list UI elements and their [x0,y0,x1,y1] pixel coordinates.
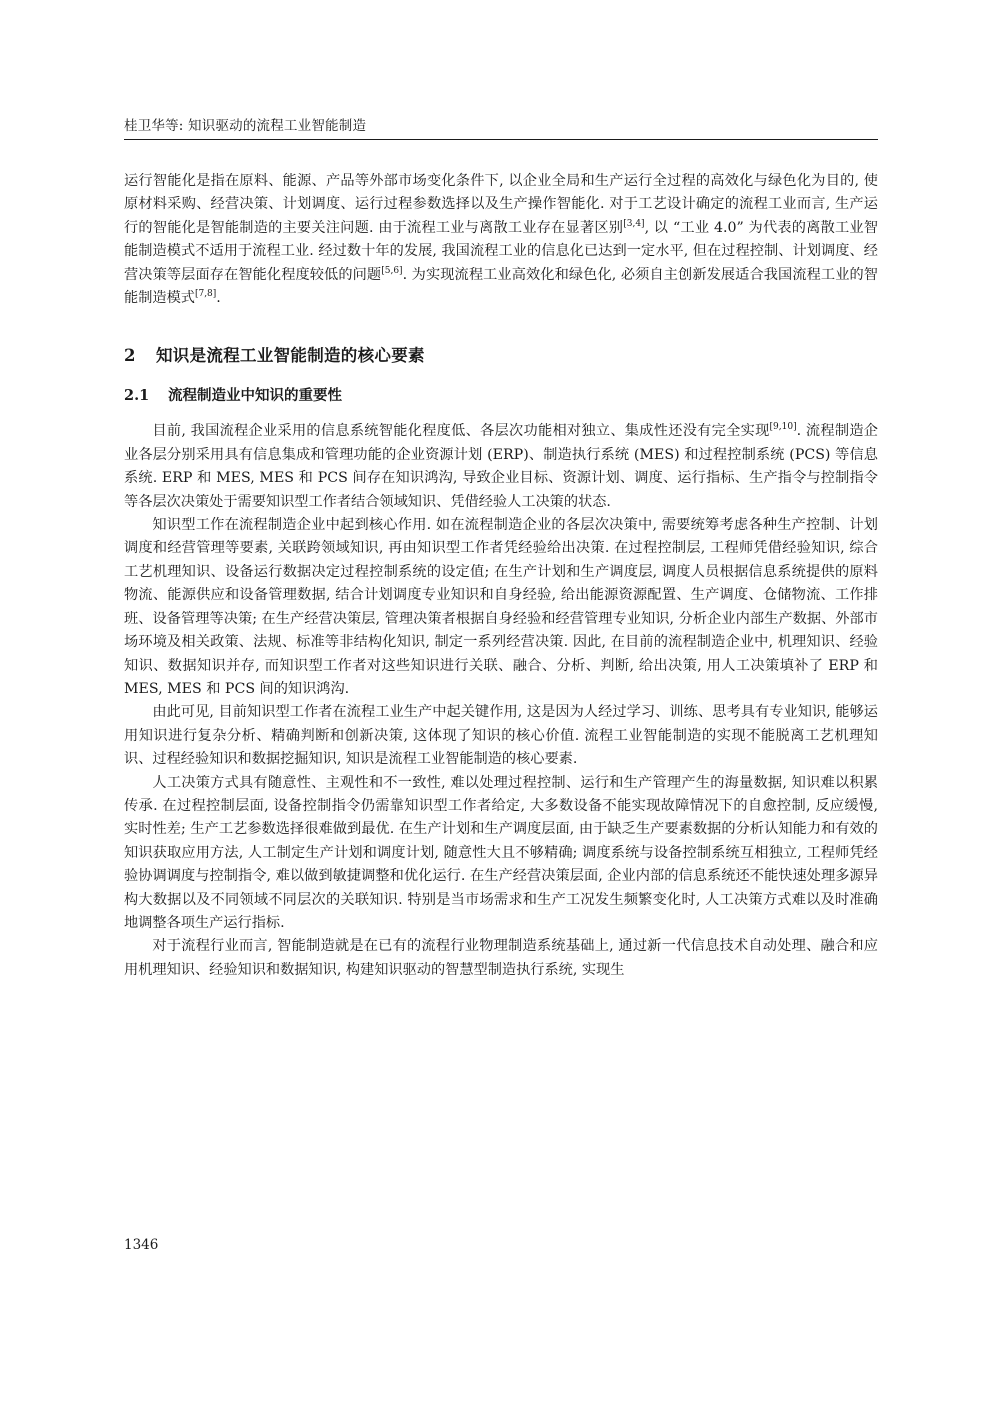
paragraph-intro [124,170,878,310]
subsection-number: 2.1 [124,387,150,405]
subsection-heading [124,385,878,407]
section-number: 2 [124,346,136,366]
section-heading [124,343,878,369]
text-run: 运行智能化是指在原料、能源、产品等外部市场变化条件下, 以企业全局和生产运行全过程的高效化与绿色化为目的, 使原材料采购、经营决策、计划调度、运行过程参数选择以及生产操作智能化. 对于工艺设计确定的流程工业而言, 生产运行的智能化是智能制造的主要关注问题. 由于流程工业与离散工业存在显著区别 [124,173,878,236]
body-text [124,170,878,982]
paragraph: 由此可见, 目前知识型工作者在流程工业生产中起关键作用, 这是因为人经过学习、训练、思考具有专业知识, 能够运用知识进行复杂分析、精确判断和创新决策, 这体现了知识的核心价值. 流程工业智能制造的实现不能脱离工艺机理知识、过程经验知识和数据挖掘知识, 知识是流程工业智能制造的核心要素. [124,704,878,768]
page-number: 1346 [124,1237,159,1253]
text-run: . 流程制造企业各层分别采用具有信息集成和管理功能的企业资源计划 (ERP)、制造执行系统 (MES) 和过程控制系统 (PCS) 等信息系统. ERP 和 MES, MES 和 PCS 间存在知识鸿沟, 导致企业目标、资源计划、调度、运行指标、生产指令与控制指令等各层次决策处于需要知识型工作者结合领域知识、凭借经验人工决策的状态. [124,423,878,510]
text-run: . [216,290,221,307]
page-content [124,116,878,982]
paragraph: 对于流程行业而言, 智能制造就是在已有的流程行业物理制造系统基础上, 通过新一代信息技术自动处理、融合和应用机理知识、经验知识和数据知识, 构建知识驱动的智慧型制造执行系统, 实现生 [124,938,878,978]
citation[interactable]: [7,8] [194,289,217,300]
paragraph [124,420,878,514]
subsection-title: 流程制造业中知识的重要性 [168,387,342,405]
citation[interactable]: [9,10] [769,422,797,433]
text-run: , 以 “工业 4.0” 为代表的离散工业智能制造模式不适用于流程工业. 经过数十年的发展, 我国流程工业的信息化已达到一定水平, 但在过程控制、计划调度、经营决策等层面存在智能化程度较低的问题 [124,219,879,283]
section-title: 知识是流程工业智能制造的核心要素 [156,346,425,366]
citation[interactable]: [5,6] [381,265,403,276]
paragraph: 知识型工作在流程制造企业中起到核心作用. 如在流程制造企业的各层次决策中, 需要统筹考虑各种生产控制、计划调度和经营管理等要素, 关联跨领域知识, 再由知识型工作者凭经验给出决策. 在过程控制层, 工程师凭借经验知识, 综合工艺机理知识、设备运行数据决定过程控制系统的设定值; 在生产计划和生产调度层, 调度人员根据信息系统提供的原料物流、能源供应和设备管理数据, 结合计划调度专业知识和自身经验, 给出能源资源配置、生产调度、仓储物流、工作排班、设备管理等决策; 在生产经营决策层, 管理决策者根据自身经验和经营管理专业知识, 分析企业内部生产数据、外部市场环境及相关政策、法规、标准等非结构化知识, 制定一系列经营决策. 因此, 在目前的流程制造企业中, 机理知识、经验知识、数据知识并存, 而知识型工作者对这些知识进行关联、融合、分析、判断, 给出决策, 用人工决策填补了 ERP 和 MES, MES 和 PCS 间的知识鸿沟. [124,517,878,697]
text-run: 目前, 我国流程企业采用的信息系统智能化程度低、各层次功能相对独立、集成性还没有完全实现 [152,423,770,440]
citation[interactable]: [3,4] [623,218,645,229]
text-run: . 为实现流程工业高效化和绿色化, 必须自主创新发展适合我国流程工业的智能制造模式 [124,266,878,307]
running-head: 桂卫华等: 知识驱动的流程工业智能制造 [124,116,878,140]
paragraph: 人工决策方式具有随意性、主观性和不一致性, 难以处理过程控制、运行和生产管理产生的海量数据, 知识难以积累传承. 在过程控制层面, 设备控制指令仍需靠知识型工作者给定, 大多数设备不能实现故障情况下的自愈控制, 反应缓慢, 实时性差; 生产工艺参数选择很难做到最优. 在生产计划和生产调度层面, 由于缺乏生产要素数据的分析认知能力和有效的知识获取应用方法, 人工制定生产计划和调度计划, 随意性大且不够精确; 调度系统与设备控制系统互相独立, 工程师凭经验协调调度与控制指令, 难以做到敏捷调整和优化运行. 在生产经营决策层面, 企业内部的信息系统还不能快速处理多源异构大数据以及不同领域不同层次的关联知识. 特别是当市场需求和生产工况发生频繁变化时, 人工决策方式难以及时准确地调整各项生产运行指标. [124,774,878,931]
